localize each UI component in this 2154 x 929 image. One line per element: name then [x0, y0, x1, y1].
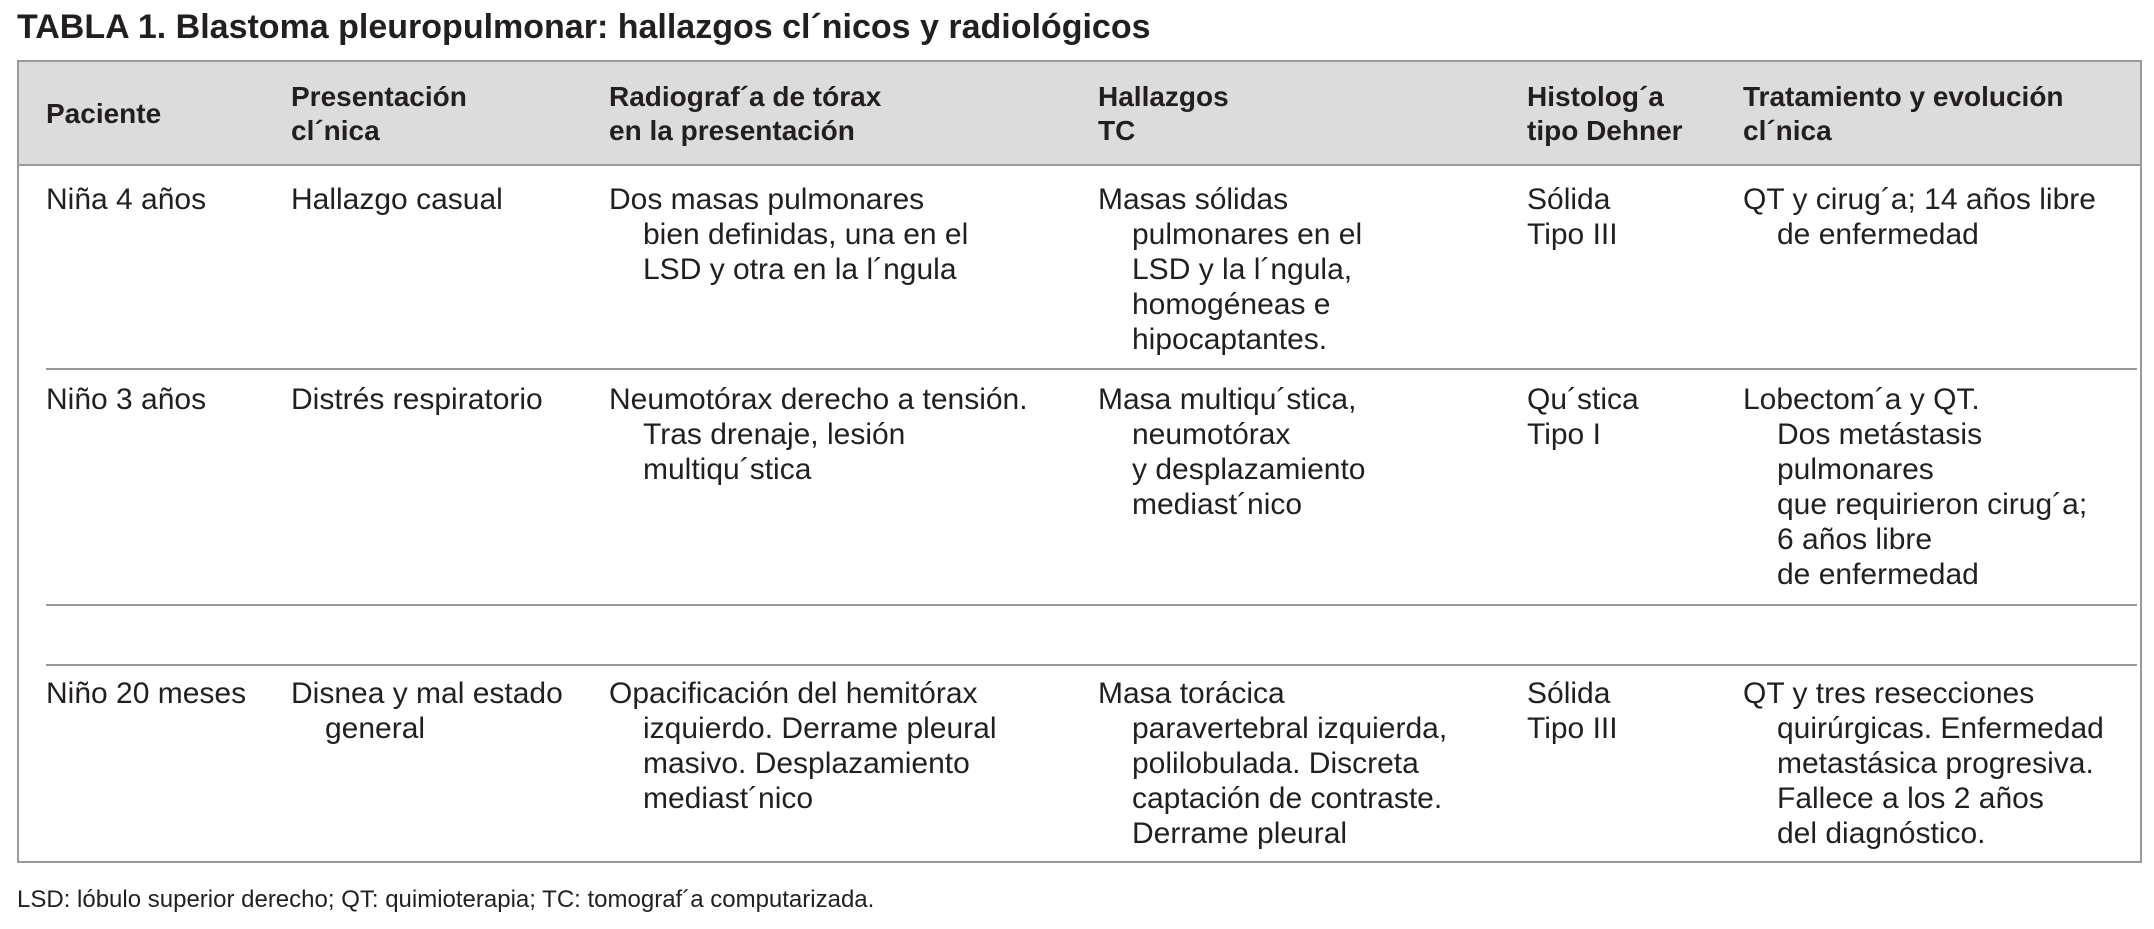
cell-tratamiento: Lobectom´a y QT. Dos metástasis pulmonares que requirieron cirug´a; 6 años libre de enfermedad — [1743, 383, 2088, 591]
cell-tratamiento: QT y cirug´a; 14 años libre de enfermedad — [1743, 183, 2096, 251]
cell-paciente: Niño 20 meses — [46, 677, 247, 710]
cell-hallazgos-tc: Masa torácica paravertebral izquierda, polilobulada. Discreta captación de contraste. Derrame pleural — [1098, 677, 1448, 850]
row-divider — [46, 368, 2137, 370]
cell-paciente: Niño 3 años — [46, 383, 207, 416]
header-histologia: Histolog´a tipo Dehner — [1527, 81, 1683, 146]
cell-presentacion: Disnea y mal estado general — [291, 677, 563, 745]
table-header — [19, 62, 2140, 166]
cell-histologia: Sólida Tipo III — [1527, 677, 1618, 745]
cell-hallazgos-tc: Masa multiqu´stica, neumotórax y desplazamiento mediast´nico — [1098, 383, 1366, 521]
cell-histologia: Sólida Tipo III — [1527, 183, 1618, 251]
cell-presentacion: Distrés respiratorio — [291, 383, 543, 416]
table-title: TABLA 1. Blastoma pleuropulmonar: hallazgos cl´nicos y radiológicos — [17, 8, 1151, 46]
cell-radiografia: Dos masas pulmonares bien definidas, una en el LSD y otra en la l´ngula — [609, 183, 969, 286]
row-divider — [46, 604, 2137, 606]
header-presentacion: Presentación cl´nica — [291, 81, 467, 146]
cell-presentacion: Hallazgo casual — [291, 183, 503, 216]
cell-paciente: Niña 4 años — [46, 183, 207, 216]
cell-histologia: Qu´stica Tipo I — [1527, 383, 1639, 451]
cell-tratamiento: QT y tres resecciones quirúrgicas. Enfermedad metastásica progresiva. Fallece a los 2 años del diagnóstico. — [1743, 677, 2104, 850]
row-divider — [46, 664, 2137, 666]
header-radiografia: Radiograf´a de tórax en la presentación — [609, 81, 882, 146]
header-paciente: Paciente — [46, 98, 162, 129]
cell-radiografia: Neumotórax derecho a tensión. Tras drenaje, lesión multiqu´stica — [609, 383, 1028, 486]
cell-radiografia: Opacificación del hemitórax izquierdo. Derrame pleural masivo. Desplazamiento mediast´nico — [609, 677, 997, 815]
cell-hallazgos-tc: Masas sólidas pulmonares en el LSD y la l´ngula, homogéneas e hipocaptantes. — [1098, 183, 1363, 356]
table-footnote: LSD: lóbulo superior derecho; QT: quimioterapia; TC: tomograf´a computarizada. — [17, 886, 875, 913]
header-tratamiento: Tratamiento y evolución cl´nica — [1743, 81, 2064, 146]
clinical-findings-table — [17, 60, 2142, 863]
header-hallazgos-tc: Hallazgos TC — [1098, 81, 1229, 146]
